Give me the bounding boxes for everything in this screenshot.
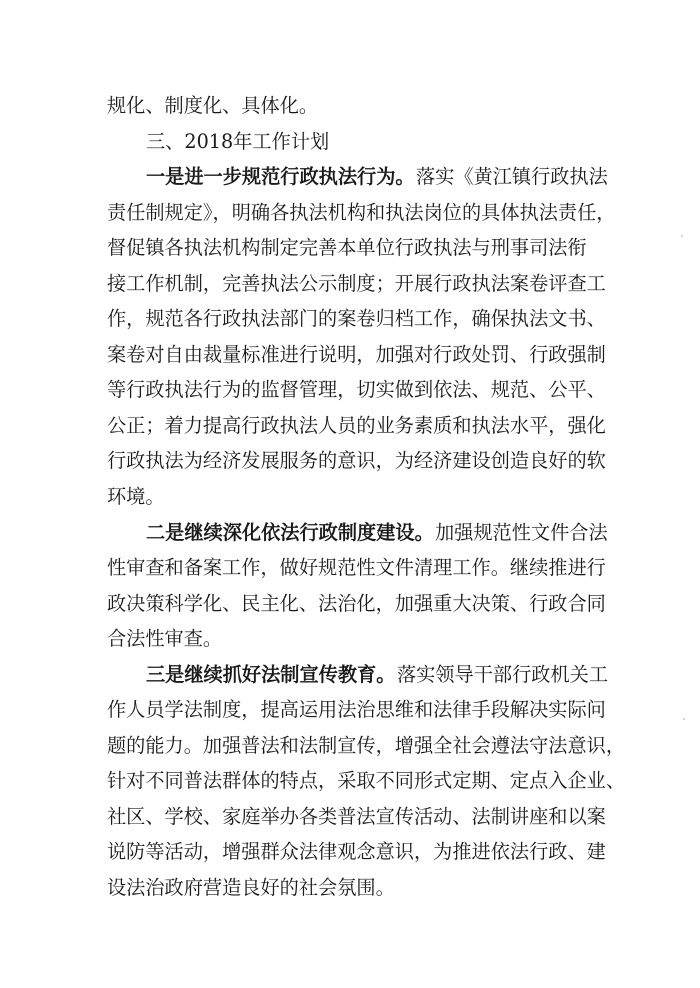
text-line: [0, 411, 700, 441]
line-text: 环境。: [107, 485, 165, 508]
line-text: 作，规范各行政执法部门的案卷归档工作，确保执法文书、: [107, 307, 606, 330]
text-line: [0, 340, 700, 370]
line-text: 设法治政府营造良好的社会氛围。: [107, 876, 395, 899]
line-text: 公正；着力提高行政执法人员的业务素质和执法水平，强化: [107, 414, 606, 437]
line-text: 说防等活动，增强群众法律观念意识，为推进依法行政、建: [107, 840, 606, 863]
paragraph-1-first-line: [0, 162, 700, 192]
line-text: 性审查和备案工作，做好规范性文件清理工作。继续推进行: [107, 556, 606, 579]
paragraph-1-lead-continuation: 落实《黄江镇行政执法: [416, 165, 608, 188]
line-text: 行政执法为经济发展服务的意识，为经济建设创造良好的软: [107, 449, 606, 472]
text-line: [0, 553, 700, 583]
line-text: 案卷对自由裁量标准进行说明，加强对行政处罚、行政强制: [107, 343, 606, 366]
text-line: [0, 91, 700, 121]
paragraph-2-lead-continuation: 加强规范性文件合法: [435, 521, 608, 544]
paragraph-3-lead-continuation: 落实领导干部行政机关工: [397, 663, 609, 686]
section-heading: [0, 127, 700, 157]
text-line: [0, 802, 700, 832]
text-line: [0, 198, 700, 228]
line-text: 合法性审查。: [107, 627, 223, 650]
text-line: [0, 624, 700, 654]
scan-speck: [681, 235, 683, 237]
line-text: 督促镇各执法机构制定完善本单位行政执法与刑事司法衔: [107, 236, 587, 259]
text-line: [0, 766, 700, 796]
text-line: [0, 482, 700, 512]
text-line: [0, 233, 700, 263]
section-heading-text: 三、2018年工作计划: [146, 130, 330, 153]
text-line: [0, 731, 700, 761]
paragraph-2-lead: 二是继续深化依法行政制度建设。: [146, 521, 434, 544]
text-line: [0, 695, 700, 725]
paragraph-3-first-line: [0, 660, 700, 690]
line-text: 责任制规定》，明确各执法机构和执法岗位的具体执法责任，: [107, 201, 616, 224]
line-text: 社区、学校、家庭举办各类普法宣传活动、法制讲座和以案: [107, 805, 606, 828]
text-line: [0, 837, 700, 867]
line-text: 规化、制度化、具体化。: [107, 94, 319, 117]
text-line: [0, 304, 700, 334]
paragraph-3-lead: 三是继续抓好法制宣传教育。: [146, 663, 396, 686]
line-text: 政决策科学化、民主化、法治化，加强重大决策、行政合同: [107, 592, 606, 615]
paragraph-2-first-line: [0, 518, 700, 548]
scan-speck: [683, 718, 685, 720]
line-text: 针对不同普法群体的特点，采取不同形式定期、定点入企业、: [107, 769, 626, 792]
text-line: [0, 589, 700, 619]
text-line: [0, 269, 700, 299]
text-line: [0, 873, 700, 903]
line-text: 作人员学法制度，提高运用法治思维和法律手段解决实际问: [107, 698, 606, 721]
line-text: 接工作机制，完善执法公示制度；开展行政执法案卷评查工: [107, 272, 606, 295]
line-text: 题的能力。加强普法和法制宣传，增强全社会遵法守法意识，: [107, 734, 626, 757]
line-text: 等行政执法行为的监督管理，切实做到依法、规范、公平、: [107, 378, 606, 401]
text-line: [0, 375, 700, 405]
text-line: [0, 446, 700, 476]
paragraph-1-lead: 一是进一步规范行政执法行为。: [146, 165, 415, 188]
